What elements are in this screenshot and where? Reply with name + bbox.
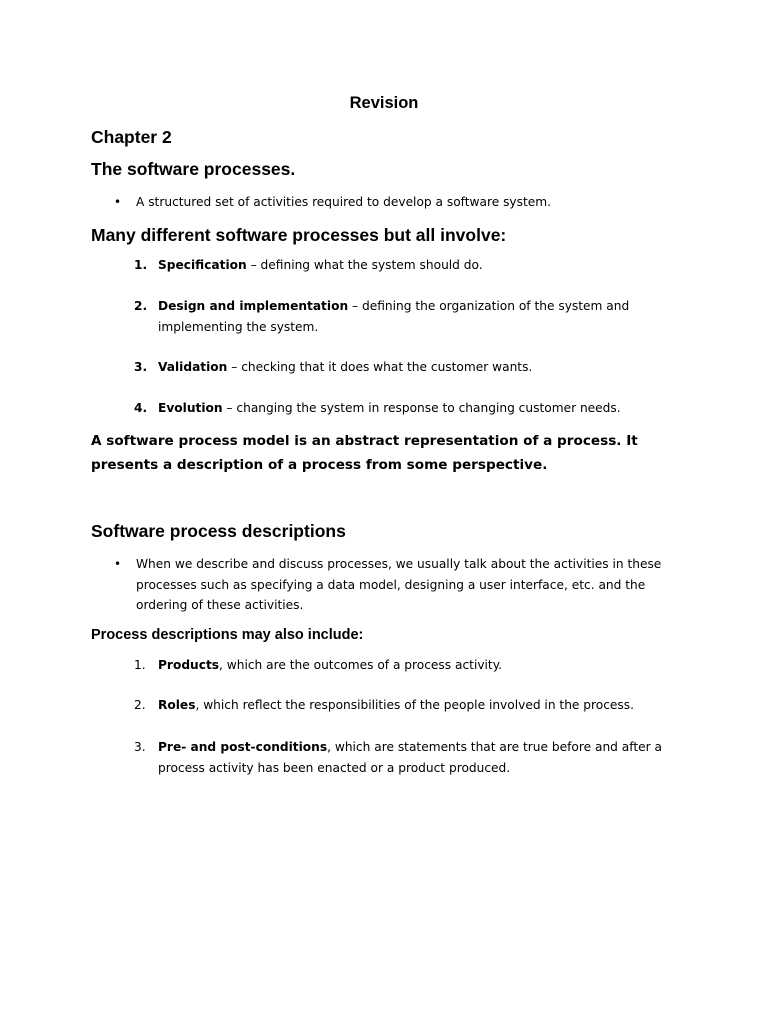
list-item-term: Pre- and post-conditions (158, 740, 328, 754)
bullet-icon: • (114, 557, 122, 571)
bullet-text: A structured set of activities required to develop a software system. (136, 195, 552, 209)
bullet-item (114, 192, 676, 213)
list-item-description: , which are statements that are true before and after a process activity has been enacted or a product produced. (158, 740, 662, 775)
list-item-number: 4. (134, 401, 148, 415)
bullet-icon: • (114, 195, 122, 209)
list-item-description: – changing the system in response to changing customer needs. (222, 401, 621, 415)
list-item-description: , which are the outcomes of a process activity. (219, 658, 503, 672)
list-item (134, 255, 678, 276)
bullet-text: When we describe and discuss processes, we usually talk about the activities in these processes such as specifying a data model, designing a user interface, etc. and the ordering of these activities. (136, 557, 662, 612)
bullet-item (114, 554, 676, 616)
list-item-number: 1. (134, 658, 146, 672)
list-item-description: – checking that it does what the customer wants. (227, 360, 533, 374)
list-item (134, 296, 678, 337)
section-heading-process-descriptions: Software process descriptions (91, 521, 346, 541)
list-item (134, 695, 678, 716)
list-item-description: – defining the organization of the system and implementing the system. (158, 299, 630, 334)
list-item-term: Evolution (158, 401, 223, 415)
list-item (134, 398, 678, 419)
list-item-term: Design and implementation (158, 299, 349, 313)
list-item (134, 737, 678, 778)
page-title: Revision (349, 94, 419, 112)
list-item-number: 3. (134, 360, 148, 374)
list-item-number: 3. (134, 740, 146, 754)
process-model-summary: A software process model is an abstract representation of a process. It presents a description of a process from some perspective. (91, 433, 638, 473)
list-item-description: , which reflect the responsibilities of the people involved in the process. (195, 698, 634, 712)
list-item-number: 1. (134, 258, 148, 272)
list-item-term: Products (158, 658, 220, 672)
list-item-number: 2. (134, 299, 148, 313)
section-heading-software-processes: The software processes. (91, 159, 296, 179)
list-item-description: – defining what the system should do. (246, 258, 483, 272)
subheading-may-also-include: Process descriptions may also include: (91, 627, 364, 643)
list-item-number: 2. (134, 698, 146, 712)
chapter-heading: Chapter 2 (91, 127, 172, 147)
list-item (134, 357, 678, 378)
list-item-term: Specification (158, 258, 247, 272)
list-item-term: Roles (158, 698, 196, 712)
section-heading-all-involve: Many different software processes but all involve: (91, 225, 507, 245)
list-item-term: Validation (158, 360, 228, 374)
list-item (134, 655, 678, 676)
